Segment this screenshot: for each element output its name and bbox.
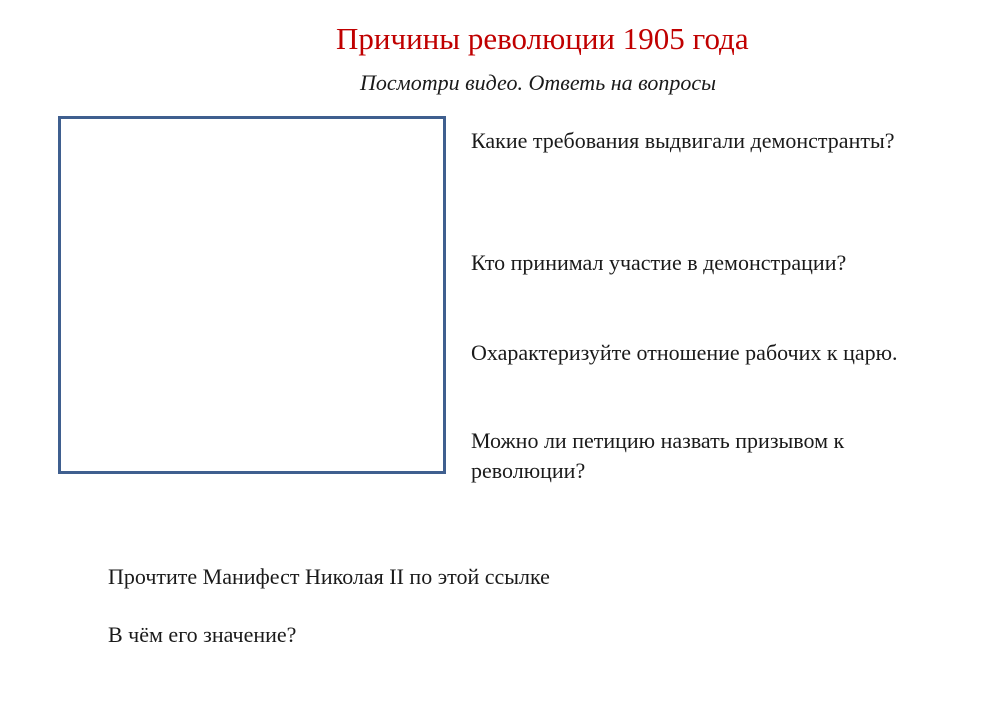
manifesto-link-text[interactable]: Прочтите Манифест Николая II по этой ссылке: [108, 564, 550, 589]
question-4: Можно ли петицию назвать призывом к революции?: [471, 428, 845, 483]
video-frame[interactable]: [58, 116, 446, 474]
page-title: Причины революции 1905 года: [336, 21, 749, 56]
question-1: Какие требования выдвигали демонстранты?: [471, 128, 895, 153]
question-2: Кто принимал участие в демонстрации?: [471, 250, 847, 275]
question-3: Охарактеризуйте отношение рабочих к царю.: [471, 340, 898, 365]
page-subtitle: Посмотри видео. Ответь на вопросы: [360, 70, 717, 95]
meaning-question: В чём его значение?: [108, 622, 297, 647]
